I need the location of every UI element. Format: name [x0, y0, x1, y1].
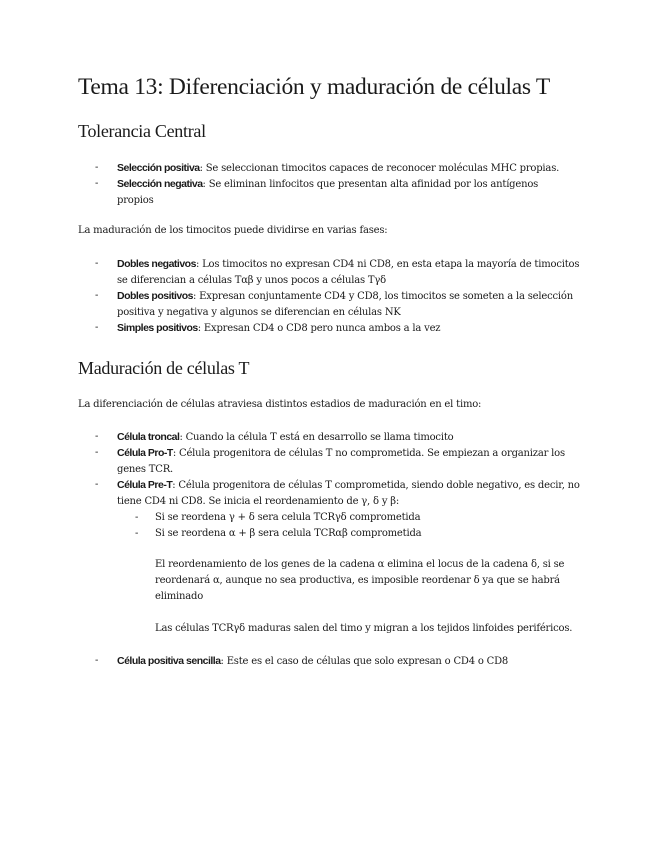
item-term: Simples positivos [117, 322, 198, 334]
section-heading-maduracion: Maduración de células T [78, 358, 250, 378]
item-term: Célula Pro-T [117, 447, 173, 459]
list-item [117, 429, 587, 446]
item-text: : Expresan CD4 o CD8 pero nunca ambos a la vez [197, 323, 441, 334]
body-paragraph: Las células TCRγδ maduras salen del timo y migran a los tejidos linfoides periféricos. [155, 623, 573, 634]
body-paragraph: El reordenamiento de los genes de la cadena α elimina el locus de la cadena δ, si se reordenará α, aunque no sea productiva, es imposible reordenar δ ya que se habrá eliminado [155, 559, 565, 602]
list-item [117, 176, 557, 209]
item-term: Célula positiva sencilla [117, 655, 221, 667]
item-term: Selección positiva [117, 162, 200, 174]
item-text: : Los timocitos no expresan CD4 ni CD8, en esta etapa la mayoría de timocitos se diferencian a células Tαβ y unos pocos a células Tγδ [117, 259, 580, 286]
bullet: - [95, 479, 99, 490]
list-item [117, 320, 587, 337]
item-text: : Célula progenitora de células T comprometida, siendo doble negativo, es decir, no tiene CD4 ni CD8. Se inicia el reordenamiento de γ, δ y β: [117, 480, 580, 507]
item-text: : Se eliminan linfocitos que presentan alta afinidad por los antígenos propios [117, 179, 539, 206]
bullet: - [95, 162, 99, 173]
item-text: : Célula progenitora de células T no comprometida. Se empiezan a organizar los genes TCR. [117, 448, 565, 475]
item-term: Dobles negativos [117, 258, 196, 270]
item-term: Selección negativa [117, 178, 203, 190]
list-item [117, 256, 587, 289]
bullet: - [95, 447, 99, 458]
list-item [117, 477, 587, 510]
list-item [117, 288, 587, 321]
item-text: : Se seleccionan timocitos capaces de reconocer moléculas MHC propias. [199, 163, 560, 174]
item-term: Célula troncal [117, 431, 180, 443]
list-item [117, 160, 587, 177]
bullet: - [95, 258, 99, 269]
intro-paragraph: La maduración de los timocitos puede dividirse en varias fases: [78, 225, 388, 236]
intro-paragraph: La diferenciación de células atraviesa distintos estadios de maduración en el timo: [78, 399, 482, 410]
bullet: - [95, 178, 99, 189]
list-item [117, 653, 587, 670]
list-item [117, 445, 587, 478]
sub-bullet: - [135, 528, 139, 539]
bullet: - [95, 290, 99, 301]
sub-list-item: Si se reordena α + β sera celula TCRαβ comprometida [155, 528, 422, 539]
item-text: : Expresan conjuntamente CD4 y CD8, los timocitos se someten a la selección positiva y negativa y algunos se diferencian en células NK [117, 291, 573, 318]
bullet: - [95, 322, 99, 333]
item-text: : Cuando la célula T está en desarrollo se llama timocito [179, 432, 454, 443]
bullet: - [95, 655, 99, 666]
sub-bullet: - [135, 512, 139, 523]
sub-list-item: Si se reordena γ + δ sera celula TCRγδ comprometida [155, 512, 421, 523]
item-term: Dobles positivos [117, 290, 194, 302]
section-heading-tolerancia: Tolerancia Central [78, 121, 206, 141]
item-term: Célula Pre-T [117, 479, 173, 491]
bullet: - [95, 431, 99, 442]
page-title: Tema 13: Diferenciación y maduración de células T [78, 74, 550, 100]
item-text: : Este es el caso de células que solo expresan o CD4 o CD8 [220, 656, 509, 667]
